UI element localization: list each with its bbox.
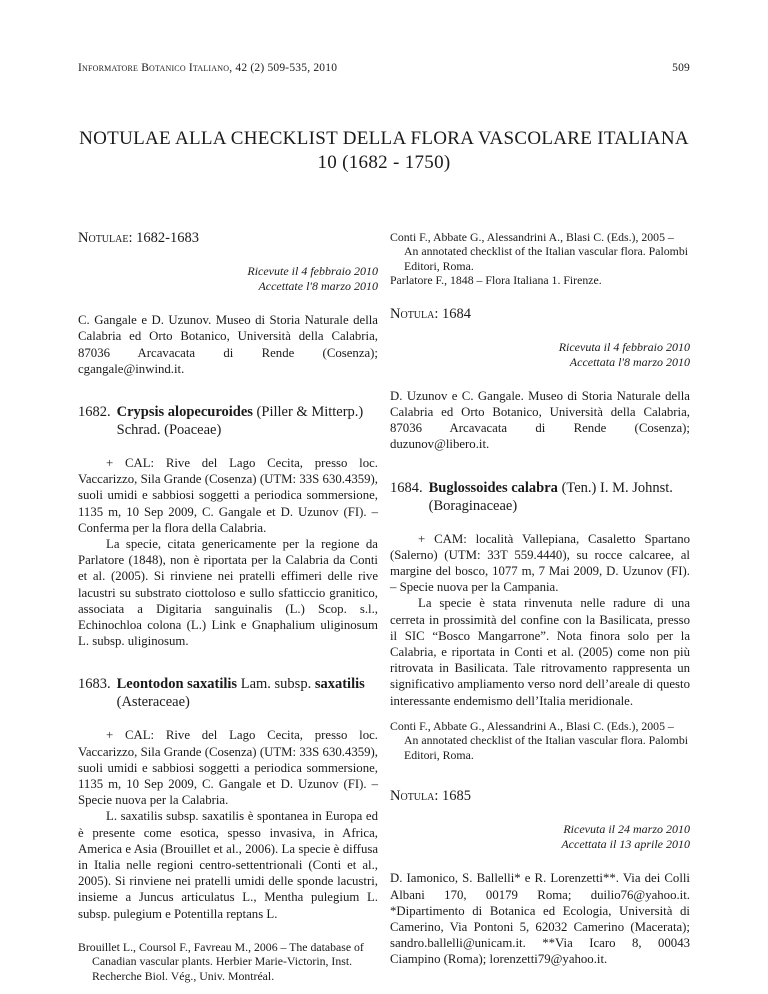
taxon-family: (Asteraceae): [116, 694, 190, 711]
reference-entry: Conti F., Abbate G., Alessandrini A., Blasi C. (Eds.), 2005 – An annotated checklist of the Italian vascular flora. Palombi Editori, Roma.: [390, 230, 689, 273]
notula-1684-heading: Notula: 1684: [390, 305, 472, 322]
entry-1682-discussion: La specie, citata genericamente per la regione da Parlatore (1848), non è riportata per la Calabria da Conti et al. (2005). Si rinviene nei pratelli effimeri delle rive lacustri su substrato ciottoloso e sullo sfatticcio granitico, associata a Digitaria sanguinalis (L.) Scop. s.l., Echinochloa colona (L.) Link e Gnaphalium uliginosum L. subsp. uliginosum.: [78, 537, 378, 649]
accepted-date: Accettata l'8 marzo 2010: [569, 354, 690, 369]
title-line-1: NOTULAE ALLA CHECKLIST DELLA FLORA VASCOLARE ITALIANA: [79, 128, 689, 149]
taxon-subspecies: saxatilis: [314, 676, 365, 693]
entry-number: 1683.: [78, 676, 111, 693]
taxon-authority: Lam. subsp.: [240, 676, 312, 693]
submission-dates: [78, 264, 378, 294]
authors-affiliation: D. Iamonico, S. Ballelli* e R. Lorenzetti**. Via dei Colli Albani 170, 00179 Roma; duilio76@yahoo.it. *Dipartimento di Botanica ed Ecologia, Università di Camerino, Via Pontoni 5, 62032 Camerino (Macerata); sandro.ballelli@unicam.it. **Via Icaro 8, 00043 Ciampino (Roma); lorenzetti79@yahoo.it.: [390, 871, 690, 967]
taxon-name: Leontodon saxatilis: [116, 676, 238, 693]
entry-number: 1684.: [390, 479, 423, 496]
taxon-authority: (Ten.) I. M. Johnst. (Boraginaceae): [428, 479, 673, 514]
accepted-date: Accettate l'8 marzo 2010: [258, 279, 378, 294]
right-column: [390, 230, 690, 968]
notulae-heading: Notulae: 1682-1683: [78, 230, 199, 246]
entry-1684-record: + CAM: località Vallepiana, Casaletto Spartano (Salerno) (UTM: 33T 559.4440), su rocce calcaree, al margine del bosco, 1077 m, 7 Mai 2009, D. Uzunov (FI). – Specie nuova per la Campania.: [390, 531, 690, 595]
received-date: Ricevuta il 24 marzo 2010: [563, 822, 690, 837]
running-header: [78, 62, 690, 80]
journal-citation: [78, 62, 337, 74]
submission-dates: [390, 340, 690, 370]
submission-dates: [390, 822, 690, 852]
authors-affiliation: C. Gangale e D. Uzunov. Museo di Storia Naturale della Calabria ed Orto Botanico, Università della Calabria, 87036 Arcavacata di Rende (Cosenza); cgangale@inwind.it.: [78, 313, 378, 376]
entry-1683-record: + CAL: Rive del Lago Cecita, presso loc. Vaccarizzo, Sila Grande (Cosenza) (UTM: 33S 630.4359), suoli umidi e sabbiosi soggetti a periodica sommersione, 1135 m, 10 Sep 2009, C. Gangale et D. Uzunov (FI). – Specie nuova per la Calabria.: [78, 728, 378, 808]
journal-issue-pages: (2) 509-535, 2010: [250, 62, 338, 74]
entry-1682-record: + CAL: Rive del Lago Cecita, presso loc. Vaccarizzo, Sila Grande (Cosenza) (UTM: 33S 630.4359), suoli umidi e sabbiosi soggetti a periodica sommersione, 1135 m, 10 Sep 2009, C. Gangale et D. Uzunov (FI). – Conferma per la flora della Calabria.: [78, 456, 378, 535]
entry-1683-heading: [78, 675, 378, 711]
entry-number: 1682.: [78, 404, 111, 421]
received-date: Ricevuta il 4 febbraio 2010: [558, 339, 690, 354]
entry-1684-heading: [390, 479, 690, 515]
journal-volume: 42: [235, 62, 248, 74]
accepted-date: Accettata il 13 aprile 2010: [561, 837, 690, 852]
title-line-2: 10 (1682 - 1750): [317, 152, 451, 173]
taxon-authority: (Piller & Mitterp.) Schrad. (Poaceae): [116, 404, 364, 439]
reference-entry: Parlatore F., 1848 – Flora Italiana 1. Firenze.: [390, 273, 602, 288]
notula-1685-heading: Notula: 1685: [390, 788, 472, 805]
received-date: Ricevute il 4 febbraio 2010: [247, 264, 378, 279]
article-title: [40, 127, 728, 175]
taxon-name: Buglossoides calabra: [428, 479, 558, 496]
journal-name: Informatore Botanico Italiano,: [78, 62, 233, 74]
entry-1683-discussion: L. saxatilis subsp. saxatilis è spontanea in Europa ed è presente come esotica, spesso invasiva, in Africa, America e Asia (Brouillet et al., 2006). La specie è diffusa in Italia nelle regioni centro-settentrionali (Conti et al., 2005). Si rinviene nei pratelli umidi delle sponde lacustri, insieme a Juncus articulatus L., Mentha pulegium L. subsp. pulegium e Potentilla reptans L.: [78, 809, 378, 921]
taxon-name: Crypsis alopecuroides: [116, 404, 253, 421]
authors-affiliation: D. Uzunov e C. Gangale. Museo di Storia Naturale della Calabria ed Orto Botanico, Università della Calabria, 87036 Arcavacata di Rende (Cosenza); duzunov@libero.it.: [390, 388, 690, 452]
entry-1682-heading: [78, 403, 378, 439]
left-column: [78, 230, 378, 983]
reference-entry: Conti F., Abbate G., Alessandrini A., Blasi C. (Eds.), 2005 – An annotated checklist of the Italian vascular flora. Palombi Editori, Roma.: [390, 718, 689, 762]
entry-1684-discussion: La specie è stata rinvenuta nelle radure di una cerreta in prossimità del confine con la Basilicata, presso il SIC “Bosco Mangarrone”. Nota finora solo per la Calabria, e riportata in Conti et al. (2005) come non più ritrovata in Basilicata. Tale ritrovamento rappresenta un significativo ampliamento verso nord dell’areale di questo interessante endemismo dell’Italia meridionale.: [390, 596, 690, 708]
page-number: 509: [672, 62, 690, 74]
reference-entry: Brouillet L., Coursol F., Favreau M., 2006 – The database of Canadian vascular plants. Herbier Marie-Victorin, Inst. Recherche Biol. Vég., Univ. Montréal.: [78, 939, 364, 983]
